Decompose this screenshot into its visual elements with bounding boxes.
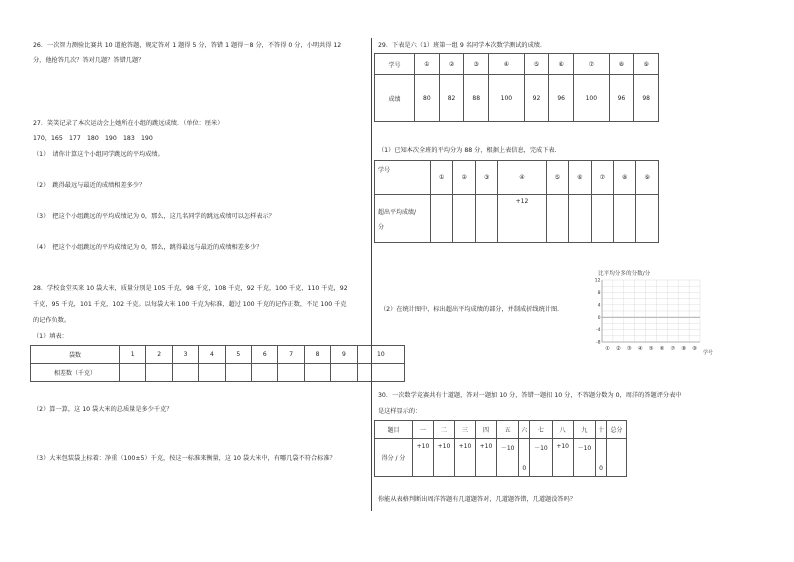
table-cell — [252, 364, 278, 382]
table-cell: 0 — [596, 439, 607, 477]
q26-line1: 26．一次智力测验比赛共 10 道抢答题，规定答对 1 题得 5 分，答错 1 题得－8 分，不答得 0 分，小明共得 12 — [33, 42, 342, 49]
q28-sub1: （1）填表： — [33, 333, 68, 340]
q29-score-table — [374, 53, 659, 122]
table-cell: 3 — [172, 346, 198, 364]
table-cell: ⑧ — [614, 161, 636, 195]
table-header — [375, 195, 431, 243]
table-cell: ③ — [464, 54, 489, 75]
chart-y-tick-label: 12 — [594, 278, 601, 284]
table-cell: 2 — [146, 346, 172, 364]
chart-y-tick-label: -8 — [595, 340, 601, 346]
q29-intro: 29．下表是六（1）班第一组 9 名同学本次数学测试的成绩． — [378, 42, 547, 49]
q27-data: 170，165 177 180 190 183 190 — [33, 135, 153, 142]
table-cell — [225, 364, 251, 382]
chart-x-label: 学号 — [703, 350, 714, 356]
q29-excess-table — [374, 160, 659, 243]
table-cell: 五 — [496, 421, 518, 439]
table-cell: －10 — [530, 439, 552, 477]
q26-line2: 分，他抢答几次？答对几题？答错几题？ — [33, 57, 145, 64]
chart-x-ticks — [605, 345, 697, 352]
table-cell: －10 — [496, 439, 518, 477]
q30-score-table — [374, 420, 627, 477]
table-cell: 100 — [489, 75, 525, 122]
table-cell: +10 — [454, 439, 475, 477]
table-cell: 4 — [199, 346, 225, 364]
chart-y-tick-label: 0 — [597, 315, 601, 321]
table-header: 得分 / 分 — [375, 439, 413, 477]
table-cell: 8 — [304, 346, 330, 364]
chart-x-tick-label: ⑥ — [659, 346, 665, 352]
table-cell: 10 — [357, 346, 404, 364]
table-cell — [331, 364, 357, 382]
chart-y-tick-label: -4 — [595, 328, 601, 334]
q28-line1: 28．学校食堂买来 10 袋大米，质量分别是 105 千克，98 千克，108 千克，92 千克，100 千克，110 千克，92 — [33, 285, 348, 292]
table-cell — [591, 195, 613, 243]
table-cell: ② — [453, 161, 475, 195]
q28-line3: 的记作负数。 — [33, 317, 71, 324]
table-cell: +10 — [552, 439, 573, 477]
table-cell: 六 — [519, 421, 530, 439]
q28-sub2: （2）算一算，这 10 袋大米的总质量是多少千克？ — [33, 406, 173, 413]
excess-score-line-chart — [592, 268, 722, 358]
table-header: 学号 — [375, 161, 431, 195]
table-cell — [199, 364, 225, 382]
table-cell: 一 — [413, 421, 434, 439]
table-cell: ④ — [498, 161, 546, 195]
table-cell: 6 — [252, 346, 278, 364]
chart-x-tick-label: ② — [615, 346, 621, 352]
table-cell: ⑥ — [569, 161, 591, 195]
table-cell — [606, 439, 626, 477]
table-cell — [172, 364, 198, 382]
table-cell: 98 — [634, 75, 659, 122]
column-divider — [371, 38, 372, 511]
table-cell: 96 — [609, 75, 634, 122]
q27-sub4: （4） 把这个小组跳远的平均成绩记为 0，那么，跳得最远与最近的成绩相差多少？ — [33, 244, 263, 251]
table-header: 袋数 — [31, 346, 120, 364]
table-cell: －10 — [573, 439, 595, 477]
table-header: 相差数（千克） — [31, 364, 120, 382]
table-cell: +10 — [413, 439, 434, 477]
q27-sub2: （2） 跳得最远与最近的成绩相差多少？ — [33, 182, 146, 189]
table-cell — [431, 195, 453, 243]
row-label-line1: 超出平均成绩/ — [378, 208, 417, 216]
q30-question: 你能从表格判断出周洋答题有几道题答对，几道题答错，几道题没答吗？ — [378, 496, 576, 503]
chart-x-tick-label: ⑨ — [692, 346, 697, 352]
table-cell — [546, 195, 568, 243]
table-cell: ⑤ — [546, 161, 568, 195]
table-cell: 88 — [464, 75, 489, 122]
table-cell: 82 — [439, 75, 464, 122]
row-label-line2: 分 — [378, 223, 385, 231]
table-header: 题目 — [375, 421, 413, 439]
chart-x-tick-label: ⑧ — [681, 346, 687, 352]
q27-sub1: （1） 请你计算这个小组同学跳远的平均成绩。 — [33, 151, 164, 158]
chart-x-tick-label: ⑤ — [648, 346, 654, 352]
table-cell: 100 — [574, 75, 610, 122]
table-cell: 七 — [530, 421, 552, 439]
table-cell: 三 — [454, 421, 475, 439]
table-header: 学号 — [375, 54, 415, 75]
chart-grid — [602, 280, 700, 342]
table-cell: 80 — [415, 75, 440, 122]
q28-sub3: （3）大米包装袋上标着：净重（100±5）千克，按这一标准来衡量，这 10 袋大米中，有哪几袋不符合标准？ — [33, 455, 336, 462]
table-cell: ① — [431, 161, 453, 195]
chart-x-tick-label: ① — [605, 346, 610, 352]
table-cell: 1 — [120, 346, 146, 364]
table-cell: ⑧ — [609, 54, 634, 75]
table-cell: 5 — [225, 346, 251, 364]
table-cell: ⑨ — [636, 161, 659, 195]
table-cell: ④ — [489, 54, 525, 75]
table-cell: ⑦ — [591, 161, 613, 195]
table-cell: +10 — [433, 439, 454, 477]
table-cell — [278, 364, 304, 382]
chart-y-tick-label: 8 — [597, 291, 601, 296]
table-cell — [453, 195, 475, 243]
table-cell: ③ — [475, 161, 497, 195]
table-cell: 二 — [433, 421, 454, 439]
chart-y-tick-label: 4 — [597, 303, 601, 309]
q30-line1: 30．一次数学竞赛共有十道题，答对一题加 10 分，答错一题扣 10 分，不答题分数为 0，周洋的答题评分表中 — [378, 392, 682, 399]
table-cell: 0 — [519, 439, 530, 477]
q29-sub1: （1）已知本次全班的平均分为 88 分，根据上表信息，完成下表． — [378, 147, 561, 154]
table-cell: 八 — [552, 421, 573, 439]
table-cell — [614, 195, 636, 243]
table-cell: ⑨ — [634, 54, 659, 75]
table-cell — [304, 364, 330, 382]
table-cell: ② — [439, 54, 464, 75]
q27-intro: 27．笑笑记录了本次运动会上她所在小组的跳远成绩．（单位：厘米） — [33, 120, 224, 127]
q29-sub2: （2）在统计图中，标出超出平均成绩的部分，并制成折线统计图． — [380, 306, 564, 313]
table-cell: +12 — [498, 195, 546, 243]
table-cell: 十 — [596, 421, 607, 439]
q28-table — [30, 345, 405, 382]
table-cell: 96 — [549, 75, 574, 122]
q27-sub3: （3） 把这个小组跳远的平均成绩记为 0，那么，这几名同学的跳远成绩可以怎样表示？ — [33, 213, 275, 220]
table-cell: 9 — [331, 346, 357, 364]
table-cell: ⑤ — [524, 54, 549, 75]
table-cell: 总分 — [606, 421, 626, 439]
table-cell: 92 — [524, 75, 549, 122]
table-cell: 7 — [278, 346, 304, 364]
table-cell — [146, 364, 172, 382]
table-cell: 九 — [573, 421, 595, 439]
table-cell: +10 — [475, 439, 496, 477]
chart-title: 比平均分多的分数/分 — [598, 271, 651, 277]
chart-y-ticks — [595, 278, 601, 346]
table-header: 成绩 — [375, 75, 415, 122]
chart-x-tick-label: ⑦ — [670, 346, 676, 352]
q30-line2: 是这样显示的： — [378, 408, 422, 415]
chart-x-tick-label: ③ — [626, 346, 632, 352]
table-cell: 四 — [475, 421, 496, 439]
chart-x-tick-label: ④ — [637, 346, 643, 352]
table-cell: ⑥ — [549, 54, 574, 75]
table-cell: ⑦ — [574, 54, 610, 75]
table-cell — [636, 195, 659, 243]
table-cell: ① — [415, 54, 440, 75]
table-cell — [357, 364, 404, 382]
q28-line2: 千克，95 千克，101 千克，102 千克。以每袋大米 100 千克为标准，超过 100 千克的记作正数，不足 100 千克 — [33, 301, 347, 308]
table-cell — [475, 195, 497, 243]
table-cell — [569, 195, 591, 243]
table-cell — [120, 364, 146, 382]
